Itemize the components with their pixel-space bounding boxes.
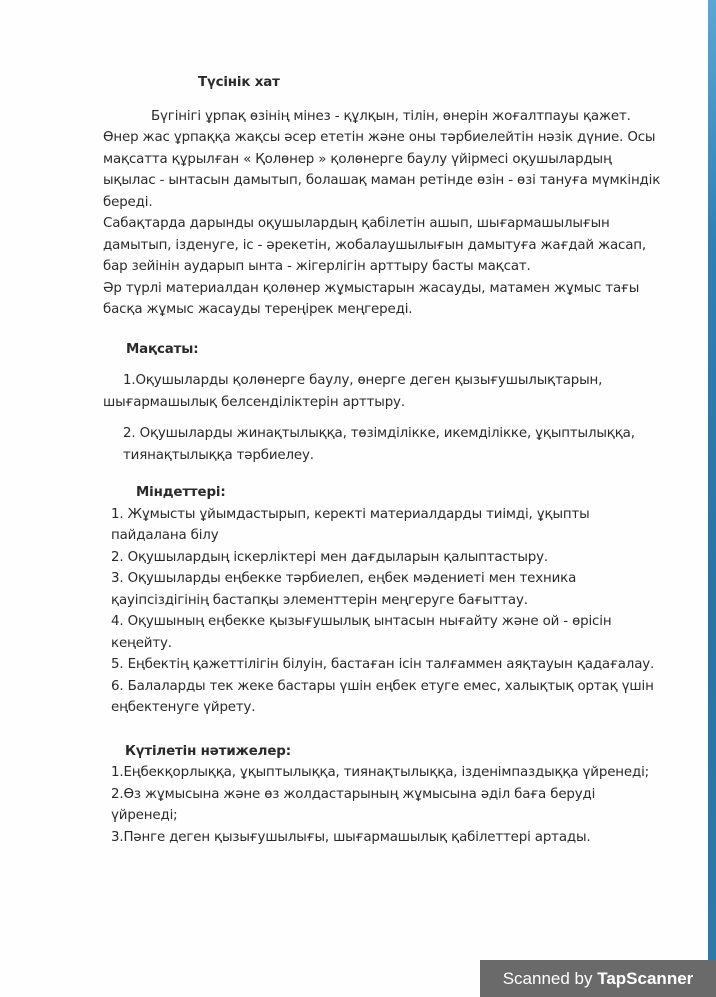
scan-edge-strip — [708, 0, 716, 997]
task-item: 5. Еңбектің қажеттілігін білуін, бастаған ісін талғаммен аяқтауын қадағалау. — [111, 657, 655, 672]
result-item: 2.Өз жұмысына және өз жолдастарының жұмысына әділ баға беруді үйренеді; — [111, 786, 596, 823]
goal-item: 1.Оқушыларды қолөнерге баулу, өнерге деген қызығушылықтарын, шығармашылық белсенділіктерін арттыру. — [103, 373, 603, 410]
intro-paragraph: Әр түрлі материалдан қолөнер жұмыстарын жасауды, матамен жұмыс тағы басқа жұмыс жасауды тереңірек меңгереді. — [103, 280, 640, 317]
task-item: 3. Оқушыларды еңбекке тәрбиелеп, еңбек мәдениеті мен техника қауіпсіздігінің бастапқы элементтерін меңгеруге бағыттау. — [111, 571, 577, 608]
task-item: 2. Оқушылардың іскерліктері мен дағдыларын қалыптастыру. — [111, 549, 549, 565]
goals-heading: Мақсаты: — [126, 341, 199, 357]
intro-section — [103, 106, 663, 321]
document-title: Түсінік хат — [198, 75, 280, 90]
watermark-prefix: Scanned by — [502, 969, 598, 988]
task-item: 1. Жұмысты ұйымдастырып, керекті материалдарды тиімді, ұқыпты пайдалана білу — [111, 506, 590, 543]
intro-paragraph: Сабақтарда дарынды оқушылардың қабілетін ашып, шығармашылығын дамытып, ізденуге, іс - әрекетін, жобалаушылығын дамытуға жағдай жасап, бар зейінін аударып ынта - жігерлігін арттыру басты мақсат. — [103, 216, 646, 274]
results-list — [111, 762, 663, 848]
task-item: 4. Оқушының еңбекке қызығушылық ынтасын нығайту және ой - өрісін кеңейту. — [111, 614, 612, 651]
result-item: 1.Еңбекқорлыққа, ұқыптылыққа, тиянақтылыққа, ізденімпаздыққа үйренеді; — [111, 765, 650, 780]
scanner-watermark — [480, 960, 716, 997]
goal-item: 2. Оқушыларды жинақтылыққа, төзімділікке, икемділікке, ұқыптылыққа, тиянақтылыққа тәрбиелеу. — [123, 426, 635, 463]
intro-paragraph: Бүгінігі ұрпақ өзінің мінез - құлқын, тілін, өнерін жоғалтпауы қажет. Өнер жас ұрпаққа жақсы әсер ететін және оны тәрбиелейтін нәзік дүние. Осы мақсатта құрылған « Қолөнер » қолөнерге баулу үйірмесі оқушылардың ықылас - ынтасын дамытып, болашақ маман ретінде өзін - өзі тануға мүмкіндік береді. — [103, 108, 661, 210]
result-item: 3.Пәнге деген қызығушылығы, шығармашылық қабілеттері артады. — [111, 829, 591, 845]
tasks-list — [111, 504, 663, 719]
results-heading: Күтілетін нәтижелер: — [125, 743, 291, 759]
tasks-heading: Міндеттері: — [136, 485, 226, 500]
watermark-brand: TapScanner — [597, 969, 694, 988]
task-item: 6. Балаларды тек жеке бастары үшін еңбек етуге емес, халықтық ортақ үшін еңбектенуге үйрету. — [111, 678, 654, 715]
goals-list — [103, 370, 663, 466]
document-body — [103, 72, 663, 848]
